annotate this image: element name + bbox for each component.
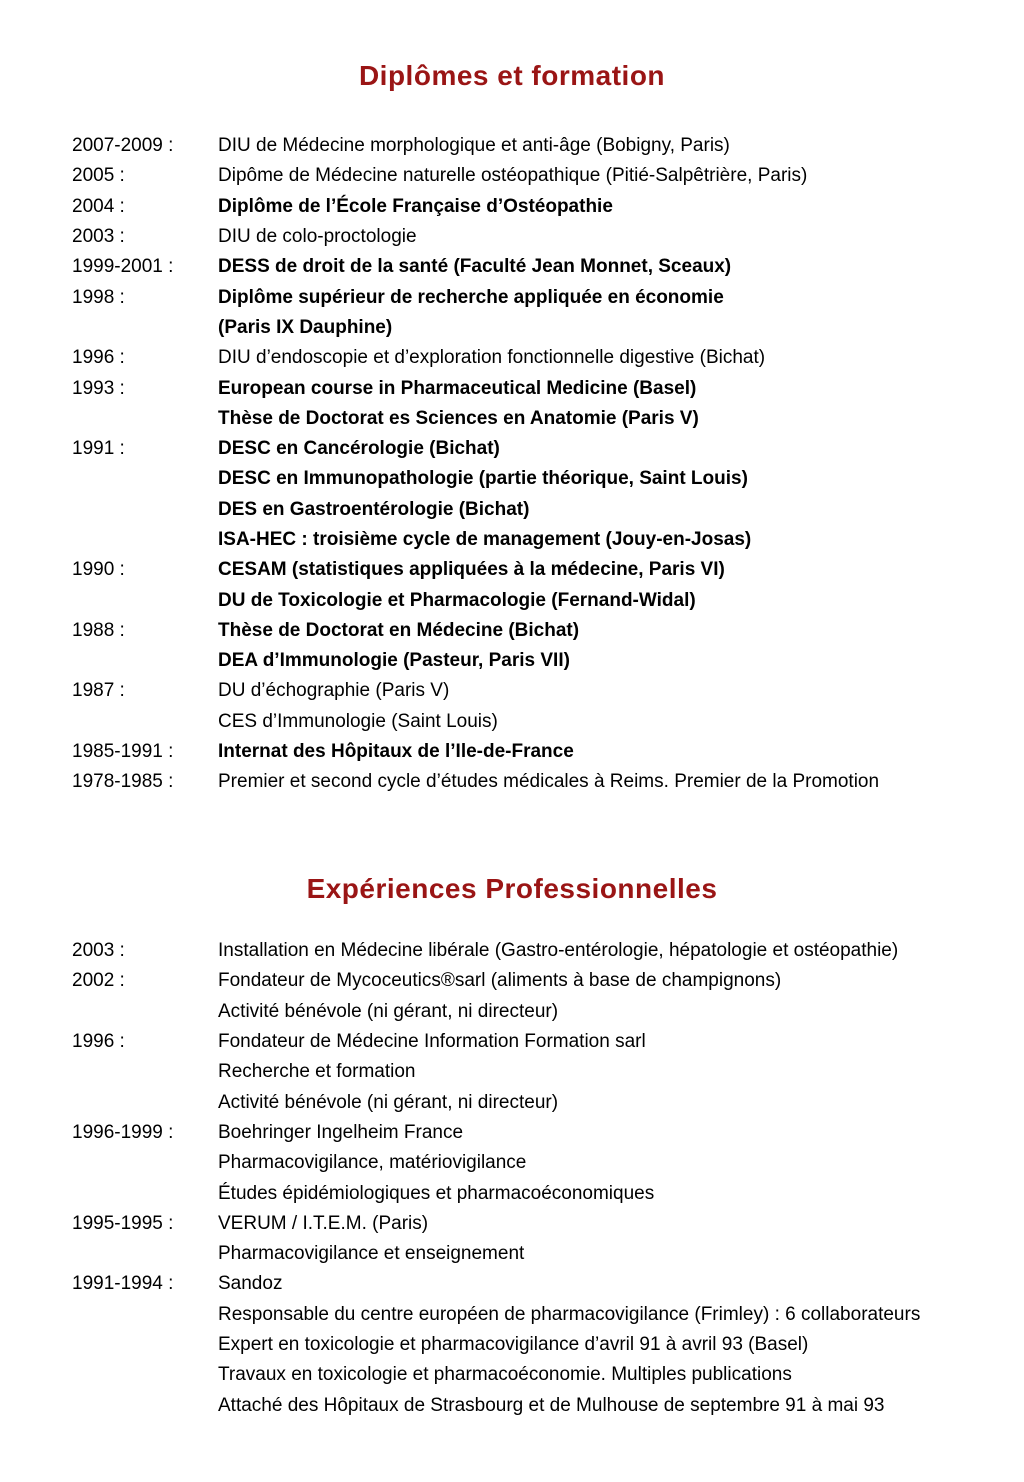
- entry-year: 2003 :: [72, 940, 125, 962]
- entry-year: 1996-1999 :: [72, 1121, 174, 1143]
- entry-text: ISA-HEC : troisième cycle de management (Jouy-en-Josas): [218, 529, 752, 550]
- entry-row: [72, 966, 994, 996]
- entry-row: [72, 282, 994, 312]
- entry-row: [72, 434, 994, 464]
- section-title-diplomes: Diplômes et formation: [358, 59, 666, 91]
- entry-year: 1996 :: [72, 1031, 125, 1053]
- entry-row: [72, 192, 994, 222]
- entry-text: DESC en Immunopathologie (partie théorique, Saint Louis): [218, 468, 748, 490]
- entry-row: [72, 936, 994, 966]
- entry-year: 1978-1985 :: [72, 771, 174, 793]
- entry-year: 2005 :: [72, 165, 125, 187]
- entry-text: DIU d’endoscopie et d’exploration fonctionnelle digestive (Bichat): [218, 347, 766, 369]
- entry-text: (Paris IX Dauphine): [218, 316, 393, 338]
- entry-row: [72, 997, 994, 1027]
- entry-text: Diplôme de l’École Française d’Ostéopathie: [218, 195, 613, 217]
- entry-text: Thèse de Doctorat es Sciences en Anatomie (Paris V): [218, 407, 699, 429]
- entry-text: Activité bénévole (ni gérant, ni directeur): [218, 1000, 559, 1022]
- entry-text: Internat des Hôpitaux de l’Ile-de-France: [218, 741, 574, 763]
- entry-year: 1985-1991 :: [72, 741, 174, 763]
- entry-text: Dipôme de Médecine naturelle ostéopathique (Pitié-Salpêtrière, Paris): [218, 165, 808, 187]
- entry-year: 1999-2001 :: [72, 256, 174, 278]
- entry-year: 1996 :: [72, 347, 125, 369]
- entry-text: DES en Gastroentérologie (Bichat): [218, 498, 530, 520]
- entry-text: Sandoz: [218, 1273, 283, 1295]
- entry-row: [72, 1300, 994, 1330]
- entry-row: [72, 131, 994, 161]
- entry-row: [72, 1057, 994, 1087]
- entry-year: 2003 :: [72, 226, 125, 248]
- entry-text: Fondateur de Médecine Information Formation sarl: [218, 1031, 646, 1053]
- entry-row: [72, 525, 994, 555]
- entry-row: [72, 313, 994, 343]
- entry-text: Pharmacovigilance et enseignement: [218, 1243, 525, 1265]
- entry-text: Attaché des Hôpitaux de Strasbourg et de Mulhouse de septembre 91 à mai 93: [218, 1394, 885, 1416]
- entry-year: 1987 :: [72, 680, 125, 702]
- entry-text: DU de Toxicologie et Pharmacologie (Fernand-Widal): [218, 589, 696, 611]
- entry-row: [72, 343, 994, 373]
- experiences-entries-list: [72, 936, 994, 1421]
- entry-text: DIU de colo-proctologie: [218, 226, 417, 248]
- entry-row: [72, 1027, 994, 1057]
- entry-text: DESC en Cancérologie (Bichat): [218, 438, 500, 460]
- entry-row: [72, 1148, 994, 1178]
- entry-text: Travaux en toxicologie et pharmacoéconomie. Multiples publications: [218, 1364, 792, 1386]
- entry-year: 1990 :: [72, 559, 125, 581]
- entry-year: 1995-1995 :: [72, 1212, 174, 1234]
- entry-year: 2004 :: [72, 195, 125, 217]
- entry-text: Expert en toxicologie et pharmacovigilance d’avril 91 à avril 93 (Basel): [218, 1334, 809, 1355]
- entry-year: 1993 :: [72, 377, 125, 399]
- entry-text: CES d’Immunologie (Saint Louis): [218, 710, 498, 732]
- entry-row: [72, 1118, 994, 1148]
- entry-row: [72, 646, 994, 676]
- diplomes-entries-list: [72, 131, 994, 798]
- entry-text: Boehringer Ingelheim France: [218, 1121, 464, 1143]
- entry-row: [72, 373, 994, 403]
- entry-row: [72, 737, 994, 767]
- entry-text: DU d’échographie (Paris V): [218, 680, 450, 702]
- entry-year: 1991 :: [72, 438, 125, 460]
- entry-text: Installation en Médecine libérale (Gastro-entérologie, hépatologie et ostéopathie): [218, 940, 899, 962]
- entry-text: European course in Pharmaceutical Medicine (Basel): [218, 377, 697, 399]
- entry-row: [72, 404, 994, 434]
- entry-text: Fondateur de Mycoceutics®sarl (aliments à base de champignons): [218, 970, 782, 992]
- entry-row: [72, 1330, 994, 1360]
- entry-text: DEA d’Immunologie (Pasteur, Paris VII): [218, 650, 570, 672]
- entry-row: [72, 616, 994, 646]
- entry-text: Activité bénévole (ni gérant, ni directeur): [218, 1091, 559, 1113]
- entry-row: [72, 767, 994, 797]
- entry-year: 1991-1994 :: [72, 1273, 174, 1295]
- entry-row: [72, 585, 994, 615]
- entry-text: Responsable du centre européen de pharmacovigilance (Frimley) : 6 collaborateurs: [218, 1303, 921, 1325]
- entry-text: DIU de Médecine morphologique et anti-âge (Bobigny, Paris): [218, 135, 730, 157]
- entry-text: VERUM / I.T.E.M. (Paris): [218, 1212, 429, 1234]
- entry-text: Pharmacovigilance, matériovigilance: [218, 1152, 527, 1174]
- entry-text: CESAM (statistiques appliquées à la médecine, Paris VI): [218, 559, 725, 581]
- section-title-experiences: Expériences Professionnelles: [306, 872, 718, 904]
- entry-text: DESS de droit de la santé (Faculté Jean Monnet, Sceaux): [218, 256, 732, 278]
- entry-row: [72, 676, 994, 706]
- entry-row: [72, 464, 994, 494]
- entry-row: [72, 161, 994, 191]
- entry-year: 2002 :: [72, 970, 125, 992]
- entry-row: [72, 1269, 994, 1299]
- entry-text: Thèse de Doctorat en Médecine (Bichat): [218, 619, 580, 641]
- entry-year: 2007-2009 :: [72, 135, 174, 157]
- entry-row: [72, 1239, 994, 1269]
- entry-row: [72, 1087, 994, 1117]
- entry-row: [72, 1390, 994, 1420]
- entry-row: [72, 222, 994, 252]
- entry-text: Recherche et formation: [218, 1061, 416, 1083]
- entry-row: [72, 1209, 994, 1239]
- entry-text: Diplôme supérieur de recherche appliquée en économie: [218, 286, 724, 308]
- entry-year: 1988 :: [72, 619, 125, 641]
- entry-row: [72, 707, 994, 737]
- entry-row: [72, 555, 994, 585]
- entry-year: 1998 :: [72, 286, 125, 308]
- entry-row: [72, 1360, 994, 1390]
- entry-text: Premier et second cycle d’études médicales à Reims. Premier de la Promotion: [218, 771, 880, 793]
- entry-text: Études épidémiologiques et pharmacoéconomiques: [218, 1182, 655, 1204]
- entry-row: [72, 252, 994, 282]
- entry-row: [72, 1178, 994, 1208]
- entry-row: [72, 495, 994, 525]
